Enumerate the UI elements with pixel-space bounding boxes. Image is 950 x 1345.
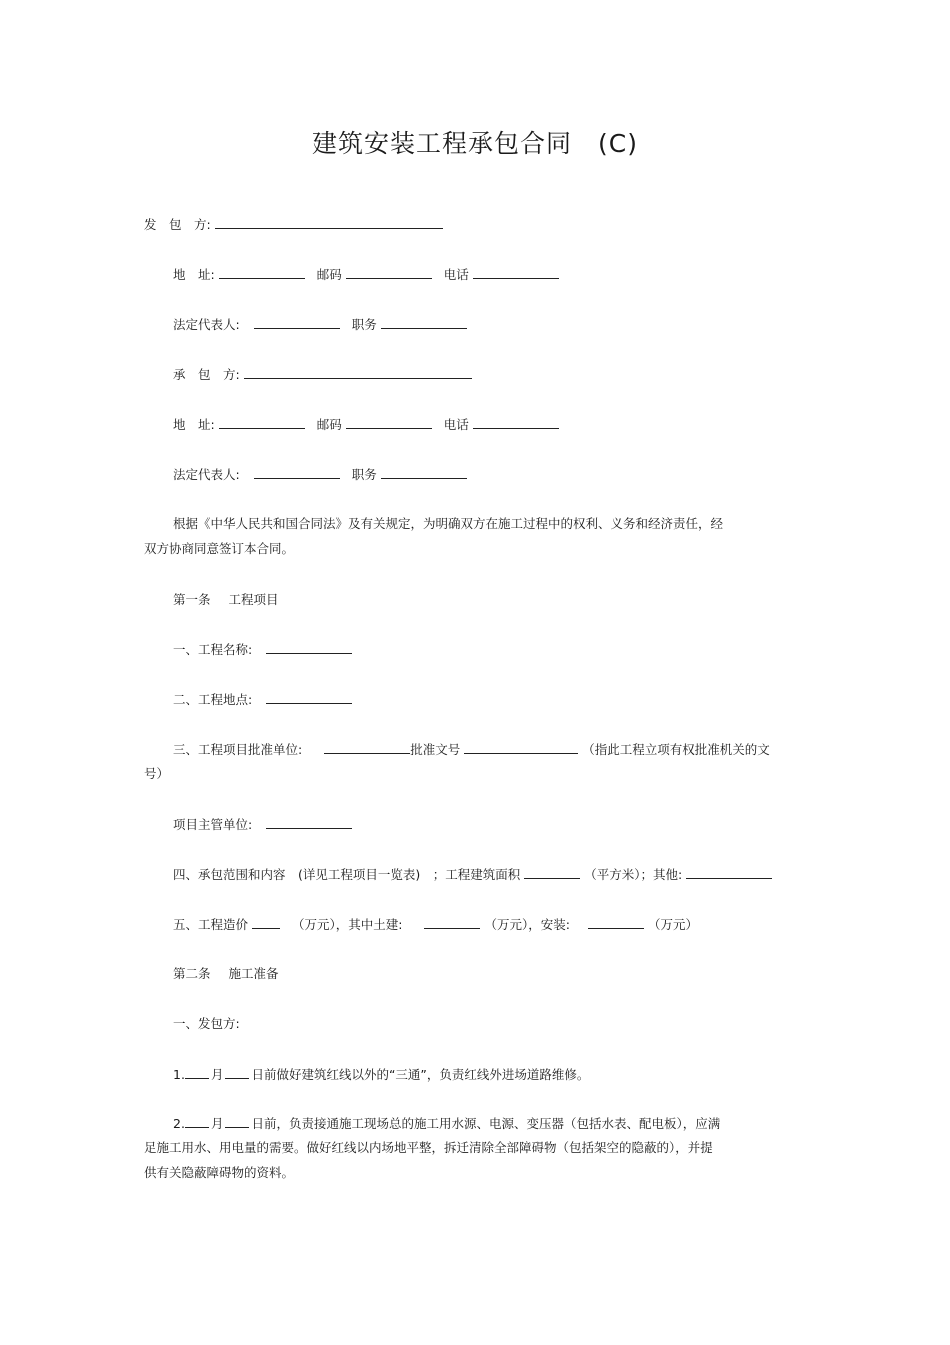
cost-row — [173, 916, 698, 933]
project-name-blank — [266, 641, 352, 654]
party-a-rep-blank — [254, 316, 340, 329]
item-1-month-blank — [185, 1066, 209, 1079]
party-a-post-label: 职务 — [351, 317, 377, 332]
article-2-number: 第二条 — [173, 966, 211, 981]
party-a-zip-blank — [346, 266, 432, 279]
item-2-text: 日前，负责接通施工现场总的施工用水源、电源、变压器（包括水表、配电板），应满 — [251, 1116, 721, 1131]
party-a-phone-label: 电话 — [443, 267, 469, 282]
cost-unit-2: （万元），安装: — [484, 917, 570, 932]
item-2-line-3: 供有关隐蔽障碍物的资料。 — [144, 1165, 295, 1180]
party-a-address-row — [173, 266, 563, 283]
approval-number-blank — [464, 741, 578, 754]
party-b-addr-blank — [219, 416, 305, 429]
intro-line-1: 根据《中华人民共和国合同法》及有关规定，为明确双方在施工过程中的权利、义务和经济责任，经 — [173, 516, 724, 531]
scope-row — [173, 866, 776, 883]
party-a-row — [144, 216, 447, 233]
approval-unit-label: 三、工程项目批准单位: — [173, 742, 303, 757]
party-b-blank — [244, 366, 472, 379]
item-2-line-2: 足施工用水、用电量的需要。做好红线以内场地平整，拆迁清除全部障碍物（包括架空的隐蔽的），并提 — [144, 1140, 713, 1155]
item-1-month-label: 月 — [210, 1067, 224, 1082]
party-a-zip-label: 邮码 — [316, 267, 342, 282]
article-2-heading — [173, 966, 279, 982]
approval-unit-blank — [324, 741, 410, 754]
article-1-heading — [173, 592, 279, 608]
scope-unit: （平方米）；其他: — [584, 867, 683, 882]
party-b-zip-label: 邮码 — [316, 417, 342, 432]
item-1-row — [173, 1066, 589, 1083]
party-b-row — [173, 366, 476, 383]
party-b-post-blank — [381, 466, 467, 479]
article-2-party-label: 一、发包方: — [173, 1016, 240, 1031]
item-1-number: 1. — [173, 1067, 185, 1082]
item-2-row — [173, 1115, 720, 1132]
supervisor-row — [173, 816, 356, 833]
party-b-address-row — [173, 416, 563, 433]
item-1-text: 日前做好建筑红线以外的“三通”，负责红线外进场道路维修。 — [251, 1067, 590, 1082]
supervisor-label: 项目主管单位: — [173, 817, 253, 832]
project-name-label: 一、工程名称: — [173, 642, 253, 657]
cost-install-blank — [588, 916, 644, 929]
party-a-blank — [215, 216, 443, 229]
approval-note: （指此工程立项有权批准机关的文 — [582, 742, 770, 757]
scope-text: 四、承包范围和内容 (详见工程项目一览表) ；工程建筑面积 — [173, 867, 521, 882]
intro-line-2: 双方协商同意签订本合同。 — [144, 541, 295, 556]
item-2-number: 2. — [173, 1116, 185, 1131]
party-b-rep-row — [173, 466, 471, 483]
party-a-post-blank — [381, 316, 467, 329]
project-site-label: 二、工程地点: — [173, 692, 253, 707]
project-name-row — [173, 641, 356, 658]
approval-note-continued: 号） — [144, 766, 170, 781]
party-a-label: 发 包 方: — [144, 217, 211, 232]
party-b-zip-blank — [346, 416, 432, 429]
floor-area-blank — [524, 866, 580, 879]
article-1-title: 工程项目 — [228, 592, 279, 607]
approval-number-label: 批准文号 — [410, 742, 461, 757]
document-title: 建筑安装工程承包合同 (C) — [312, 129, 638, 158]
party-b-rep-blank — [254, 466, 340, 479]
other-blank — [686, 866, 772, 879]
party-a-addr-blank — [219, 266, 305, 279]
project-site-blank — [266, 691, 352, 704]
party-b-rep-label: 法定代表人: — [173, 467, 240, 482]
party-b-post-label: 职务 — [351, 467, 377, 482]
item-1-day-blank — [225, 1066, 249, 1079]
cost-unit-1: （万元），其中土建: — [292, 917, 403, 932]
cost-total-blank — [252, 916, 280, 929]
party-b-phone-label: 电话 — [443, 417, 469, 432]
cost-civil-blank — [424, 916, 480, 929]
party-b-phone-blank — [473, 416, 559, 429]
cost-label: 五、工程造价 — [173, 917, 249, 932]
party-a-phone-blank — [473, 266, 559, 279]
item-2-month-label: 月 — [210, 1116, 224, 1131]
project-site-row — [173, 691, 356, 708]
approval-row — [173, 741, 770, 758]
article-2-title: 施工准备 — [228, 966, 279, 981]
article-1-number: 第一条 — [173, 592, 211, 607]
item-2-month-blank — [185, 1115, 209, 1128]
party-a-rep-label: 法定代表人: — [173, 317, 240, 332]
cost-unit-3: （万元） — [647, 917, 698, 932]
party-b-label: 承 包 方: — [173, 367, 240, 382]
party-b-addr-label: 地 址: — [173, 417, 215, 432]
party-a-addr-label: 地 址: — [173, 267, 215, 282]
supervisor-blank — [266, 816, 352, 829]
item-2-day-blank — [225, 1115, 249, 1128]
party-a-rep-row — [173, 316, 471, 333]
